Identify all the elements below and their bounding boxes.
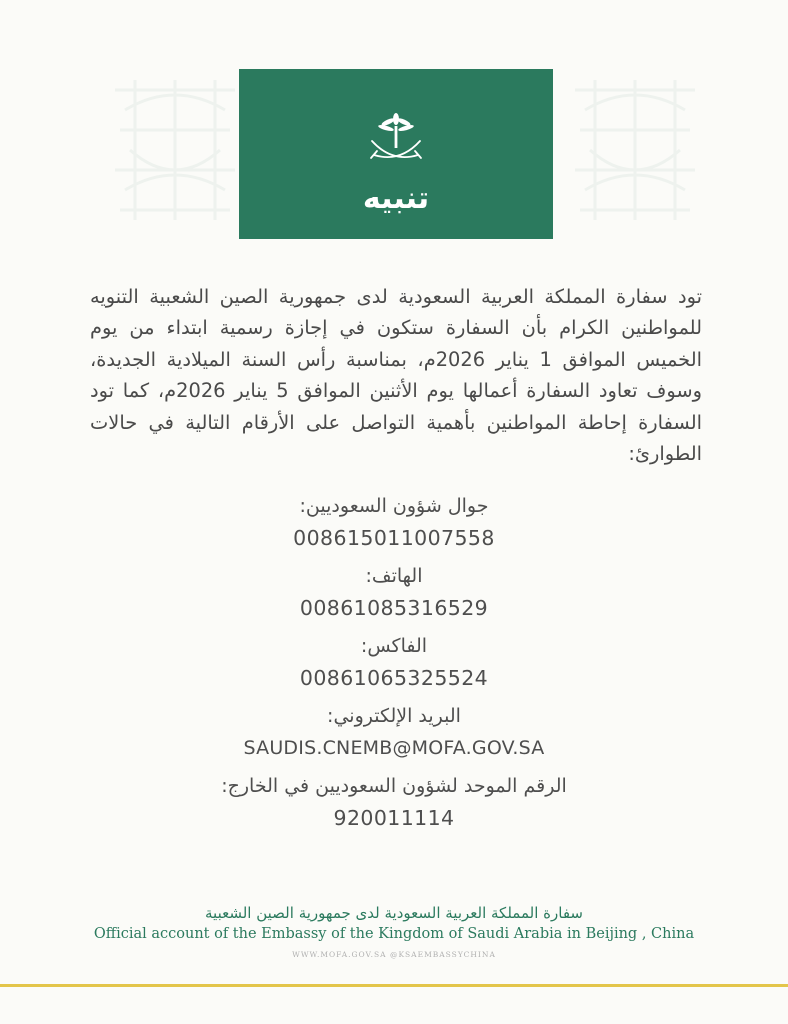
palm-swords-emblem-icon [366, 111, 426, 171]
calligraphy-watermark-right [565, 70, 705, 230]
phone-label: الهاتف: [365, 565, 423, 587]
footer-website-handle: WWW.MOFA.GOV.SA @KSAEMBASSYCHINA [292, 950, 496, 959]
unified-number: 920011114 [333, 806, 455, 830]
fax-label: الفاكس: [360, 635, 428, 657]
mobile-label: جوال شؤون السعوديين: [299, 495, 489, 517]
fax-number: 00861065325524 [299, 666, 489, 690]
announcement-text: تود سفارة المملكة العربية السعودية لدى جمهورية الصين الشعبية التنويه للمواطنين الكرام بأن السفارة ستكون في إجازة رسمية ابتداء من يوم الخميس الموافق 1 يناير 2026م، بمناسبة رأس السنة الميلادية الجديدة، وسوف تعاود السفارة أعمالها يوم الأثنين الموافق 5 يناير 2026م، كما تود السفارة إحاطة المواطنين بأهمية التواصل على الأرقام التالية في حالات الطوارئ: [90, 285, 702, 466]
alert-banner [239, 69, 553, 239]
mobile-number: 008615011007558 [293, 526, 495, 550]
unified-number-label: الرقم الموحد لشؤون السعوديين في الخارج: [221, 775, 567, 797]
emergency-contacts [100, 494, 688, 844]
email-label: البريد الإلكتروني: [327, 705, 461, 727]
phone-number: 00861085316529 [299, 596, 489, 620]
banner-title: تنبيه [362, 181, 430, 216]
email-address: SAUDIS.CNEMB@MOFA.GOV.SA [243, 737, 545, 759]
gold-divider [0, 984, 788, 987]
footer-english-title: Official account of the Embassy of the Kingdom of Saudi Arabia in Beijing , China [93, 926, 695, 942]
footer-arabic-title: سفارة المملكة العربية السعودية لدى جمهورية الصين الشعبية [205, 904, 583, 922]
calligraphy-watermark-left [105, 70, 245, 230]
